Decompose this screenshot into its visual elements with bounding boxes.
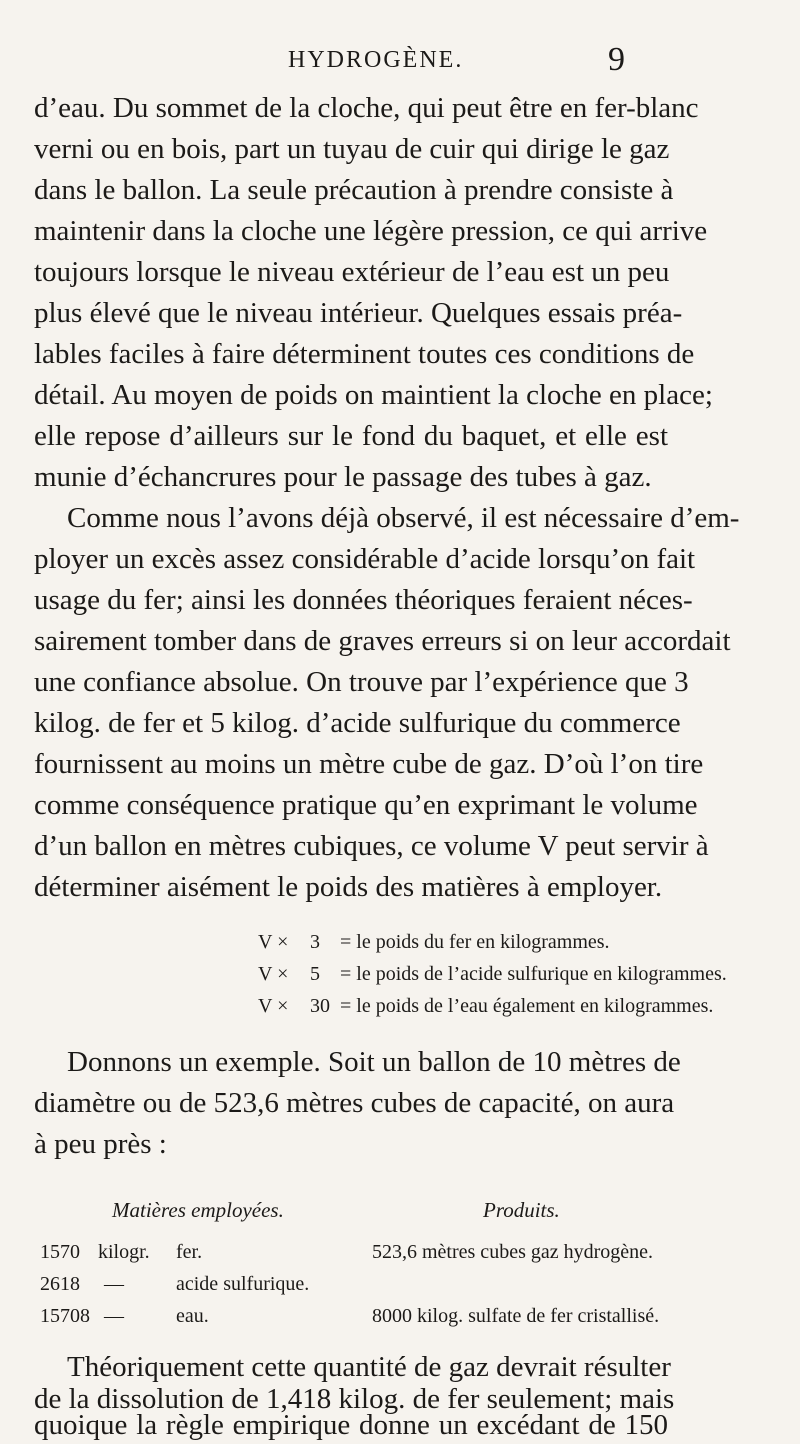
table-row <box>0 1273 800 1299</box>
text-line: Théoriquement cette quantité de gaz devrait résulter <box>67 1351 671 1383</box>
running-title: HYDROGÈNE. <box>288 47 464 73</box>
text-line: sairement tomber dans de graves erreurs si on leur accordait <box>34 625 731 657</box>
text-line: toujours lorsque le niveau extérieur de l’eau est un peu <box>34 256 670 288</box>
text-line: d’un ballon en mètres cubiques, ce volume V peut servir à <box>34 830 709 862</box>
text-line: maintenir dans la cloche une légère pression, ce qui arrive <box>34 215 708 247</box>
text-line: fournissent au moins un mètre cube de gaz. D’où l’on tire <box>34 748 704 780</box>
text-line: dans le ballon. La seule précaution à prendre consiste à <box>34 174 674 206</box>
formula-line <box>258 994 713 1018</box>
table-row <box>0 1241 800 1267</box>
text-line: déterminer aisément le poids des matières à employer. <box>34 871 663 903</box>
formula-lhs: V × <box>258 995 289 1017</box>
material-cell: acide sulfurique. <box>176 1273 310 1295</box>
formula-factor: 30 <box>310 995 330 1017</box>
text-line: ployer un excès assez considérable d’acide lorsqu’on fait <box>34 543 696 575</box>
formula-rhs: = le poids de l’eau également en kilogrammes. <box>340 995 714 1017</box>
table-row <box>0 1305 800 1331</box>
unit-cell: — <box>104 1273 124 1295</box>
table-header-materials: Matières employées. <box>112 1198 284 1222</box>
formula-line <box>258 930 610 954</box>
text-line: lables faciles à faire déterminent toutes ces conditions de <box>34 338 695 370</box>
text-line: quoique la règle empirique donne un excédant de 150 <box>34 1409 668 1441</box>
formula-factor: 3 <box>310 931 320 953</box>
text-line: à peu près : <box>34 1128 167 1160</box>
product-cell: 8000 kilog. sulfate de fer cristallisé. <box>372 1305 660 1327</box>
formula-factor: 5 <box>310 963 320 985</box>
text-line: de la dissolution de 1,418 kilog. de fer seulement; mais <box>34 1383 675 1415</box>
qty-cell: 2618 <box>40 1273 80 1295</box>
product-cell: 523,6 mètres cubes gaz hydrogène. <box>372 1241 654 1263</box>
formula-lhs: V × <box>258 963 289 985</box>
text-line: détail. Au moyen de poids on maintient la cloche en place; <box>34 379 713 411</box>
unit-cell: kilogr. <box>98 1241 150 1263</box>
text-line: diamètre ou de 523,6 mètres cubes de capacité, on aura <box>34 1087 675 1119</box>
formula-rhs: = le poids de l’acide sulfurique en kilogrammes. <box>340 963 727 985</box>
text-line: kilog. de fer et 5 kilog. d’acide sulfurique du commerce <box>34 707 681 739</box>
text-line: munie d’échancrures pour le passage des tubes à gaz. <box>34 461 652 493</box>
text-line: Donnons un exemple. Soit un ballon de 10 mètres de <box>67 1046 681 1078</box>
formula-lhs: V × <box>258 931 289 953</box>
text-line: verni ou en bois, part un tuyau de cuir qui dirige le gaz <box>34 133 670 165</box>
text-line: d’eau. Du sommet de la cloche, qui peut être en fer-blanc <box>34 92 699 124</box>
text-line: Comme nous l’avons déjà observé, il est nécessaire d’em- <box>67 502 740 534</box>
formula-rhs: = le poids du fer en kilogrammes. <box>340 931 610 953</box>
material-cell: eau. <box>176 1305 209 1327</box>
running-head <box>0 41 800 87</box>
text-line: usage du fer; ainsi les données théoriques feraient néces- <box>34 584 693 616</box>
text-line: plus élevé que le niveau intérieur. Quelques essais préa- <box>34 297 683 329</box>
material-cell: fer. <box>176 1241 203 1263</box>
text-line: une confiance absolue. On trouve par l’expérience que 3 <box>34 666 689 698</box>
qty-cell: 15708 <box>40 1305 90 1327</box>
unit-cell: — <box>104 1305 124 1327</box>
text-line: elle repose d’ailleurs sur le fond du baquet, et elle est <box>34 420 668 452</box>
formula-line <box>258 962 727 986</box>
qty-cell: 1570 <box>40 1241 80 1263</box>
page-number: 9 <box>608 41 625 78</box>
text-line: comme conséquence pratique qu’en exprimant le volume <box>34 789 698 821</box>
table-header-products: Produits. <box>483 1198 560 1222</box>
